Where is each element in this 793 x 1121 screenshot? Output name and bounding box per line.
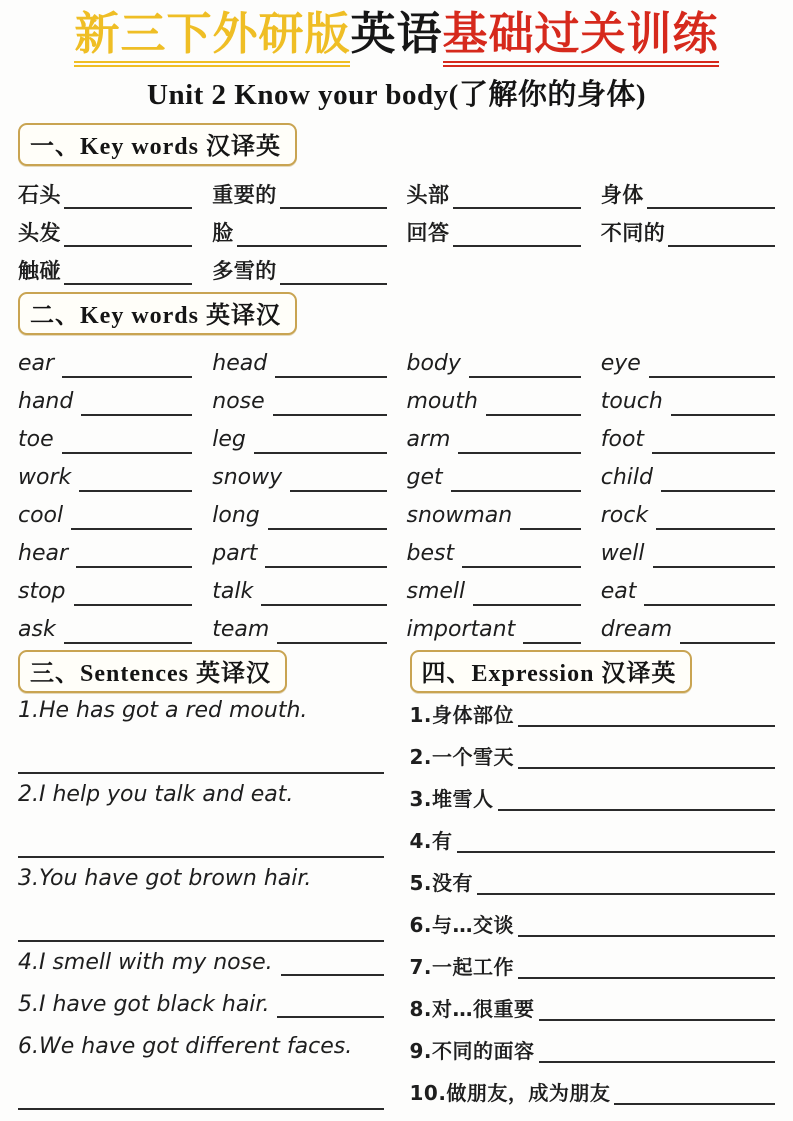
section4-items <box>410 690 776 1110</box>
word-item <box>18 247 192 285</box>
word-label: 重要的 <box>212 182 277 207</box>
expression-item <box>410 816 776 858</box>
word-item <box>601 606 775 644</box>
word-label: 触碰 <box>18 258 61 283</box>
answer-blank <box>62 368 192 378</box>
answer-blank <box>477 886 775 895</box>
word-item <box>601 454 775 492</box>
answer-blank <box>473 596 581 606</box>
word-label: body <box>406 350 461 376</box>
word-label: snowy <box>212 464 283 490</box>
word-item <box>601 378 775 416</box>
word-item <box>212 454 386 492</box>
word-label: 回答 <box>406 220 450 245</box>
sentence-text: 6.We have got different faces. <box>18 1034 353 1059</box>
bottom-columns <box>18 650 775 1110</box>
answer-blank <box>652 444 775 454</box>
word-label: long <box>212 502 260 528</box>
expression-item <box>410 942 776 984</box>
word-item <box>18 340 192 378</box>
word-item <box>212 492 386 530</box>
worksheet-title <box>18 10 775 67</box>
expression-item <box>410 732 776 774</box>
word-item <box>212 606 386 644</box>
section4-column <box>410 650 776 1110</box>
word-label: hear <box>18 540 69 566</box>
expression-label: 7.一起工作 <box>409 954 515 979</box>
answer-blank <box>453 237 581 247</box>
word-item <box>212 378 386 416</box>
word-label: well <box>600 540 645 566</box>
word-item <box>212 530 386 568</box>
answer-blank <box>518 970 775 979</box>
answer-blank <box>254 444 387 454</box>
word-label: best <box>406 540 455 566</box>
answer-blank <box>76 558 192 568</box>
word-label: eat <box>600 578 637 604</box>
word-item <box>601 209 775 247</box>
word-label: eye <box>600 350 641 376</box>
word-item <box>212 416 386 454</box>
word-item <box>407 568 581 606</box>
sentence-text: 2.I help you talk and eat. <box>18 782 294 807</box>
word-item <box>18 378 192 416</box>
expression-label: 10.做朋友，成为朋友 <box>409 1080 611 1105</box>
word-label: 头发 <box>18 220 61 245</box>
answer-blank <box>653 558 775 568</box>
answer-blank <box>469 368 581 378</box>
answer-blank <box>680 634 775 644</box>
expression-label: 3.堆雪人 <box>409 786 494 811</box>
expression-item <box>410 1026 776 1068</box>
word-label: ask <box>18 616 56 642</box>
word-label: leg <box>212 426 246 452</box>
answer-blank <box>649 368 775 378</box>
answer-blank <box>74 596 193 606</box>
expression-item <box>410 858 776 900</box>
word-item <box>212 340 386 378</box>
word-label: child <box>600 464 653 490</box>
word-label: smell <box>406 578 466 604</box>
answer-blank <box>523 634 581 644</box>
answer-blank <box>290 482 386 492</box>
word-label: touch <box>600 388 663 414</box>
expression-label: 9.不同的面容 <box>409 1038 535 1063</box>
answer-blank <box>268 520 387 530</box>
word-label: snowman <box>406 502 513 528</box>
section2-grid <box>18 340 775 644</box>
sentence-text: 4.I smell with my nose. <box>18 950 273 975</box>
word-item <box>18 530 192 568</box>
word-item <box>407 606 581 644</box>
answer-blank <box>457 844 775 853</box>
expression-item <box>410 690 776 732</box>
word-label: rock <box>600 502 649 528</box>
expression-item <box>410 900 776 942</box>
section2-heading: 二、Key words 英译汉 <box>18 292 297 335</box>
word-label: stop <box>18 578 66 604</box>
word-item <box>601 340 775 378</box>
word-label: talk <box>212 578 254 604</box>
title-segment-red: 基础过关训练 <box>443 10 719 67</box>
sentence-text: 1.He has got a red mouth. <box>18 698 308 723</box>
answer-blank <box>458 444 580 454</box>
word-item <box>407 209 581 247</box>
word-item <box>601 416 775 454</box>
word-item <box>407 416 581 454</box>
answer-blank <box>277 634 386 644</box>
answer-blank <box>520 520 581 530</box>
answer-blank <box>261 596 386 606</box>
answer-blank <box>275 368 386 378</box>
expression-label: 2.一个雪天 <box>409 744 515 769</box>
expression-item <box>410 984 776 1026</box>
word-item <box>18 171 192 209</box>
expression-label: 8.对…很重要 <box>409 996 535 1021</box>
answer-blank <box>265 558 386 568</box>
answer-blank <box>671 406 775 416</box>
word-item <box>18 606 192 644</box>
answer-blank <box>644 596 775 606</box>
word-label: work <box>18 464 72 490</box>
word-label: dream <box>600 616 673 642</box>
word-label: 石头 <box>18 182 61 207</box>
answer-blank <box>277 1006 383 1018</box>
sentence-item <box>18 858 384 900</box>
word-label: get <box>406 464 443 490</box>
answer-blank <box>661 482 775 492</box>
answer-blank <box>237 237 387 247</box>
word-item <box>407 378 581 416</box>
answer-blank <box>656 520 775 530</box>
answer-blank <box>518 760 775 769</box>
section3-column <box>18 650 384 1110</box>
word-item <box>407 530 581 568</box>
answer-blank <box>64 634 193 644</box>
sentence-item <box>18 1026 384 1068</box>
word-item <box>601 492 775 530</box>
section4-heading: 四、Expression 汉译英 <box>410 650 693 693</box>
section1-heading: 一、Key words 汉译英 <box>18 123 297 166</box>
answer-line <box>18 732 384 774</box>
answer-blank <box>64 275 192 285</box>
answer-blank <box>668 237 775 247</box>
sentence-item <box>18 774 384 816</box>
answer-blank <box>71 520 192 530</box>
sentence-item <box>18 984 384 1026</box>
word-item <box>407 492 581 530</box>
answer-blank <box>539 1054 775 1063</box>
word-label: arm <box>406 426 451 452</box>
word-label: ear <box>18 350 55 376</box>
answer-blank <box>64 237 192 247</box>
word-label: head <box>212 350 268 376</box>
expression-label: 4.有 <box>409 828 453 853</box>
answer-blank <box>462 558 581 568</box>
word-item <box>212 171 386 209</box>
answer-blank <box>539 1012 775 1021</box>
word-item <box>212 568 386 606</box>
answer-line <box>18 1068 384 1110</box>
answer-blank <box>453 199 581 209</box>
word-item <box>18 568 192 606</box>
section3-heading: 三、Sentences 英译汉 <box>18 650 287 693</box>
word-label: foot <box>600 426 645 452</box>
title-segment-gold: 新三下外研版 <box>74 10 350 67</box>
word-label: team <box>212 616 270 642</box>
sentence-item <box>18 942 384 984</box>
word-label: mouth <box>406 388 478 414</box>
unit-subtitle: Unit 2 Know your body(了解你的身体) <box>147 78 646 111</box>
word-item <box>18 416 192 454</box>
answer-blank <box>614 1096 775 1105</box>
answer-line <box>18 816 384 858</box>
word-item <box>601 530 775 568</box>
word-label: part <box>212 540 258 566</box>
word-label: toe <box>18 426 54 452</box>
word-item <box>212 247 386 285</box>
word-label: 头部 <box>406 182 450 207</box>
section1-grid <box>18 171 775 285</box>
word-label: hand <box>18 388 74 414</box>
answer-blank <box>273 406 387 416</box>
word-item <box>601 171 775 209</box>
word-item <box>407 454 581 492</box>
word-label: 多雪的 <box>212 258 277 283</box>
answer-blank <box>81 406 192 416</box>
sentence-text: 3.You have got brown hair. <box>18 866 312 891</box>
word-label: 脸 <box>212 220 234 245</box>
word-label: 身体 <box>600 182 644 207</box>
word-label: important <box>406 616 516 642</box>
expression-label: 1.身体部位 <box>409 702 515 727</box>
word-item <box>18 454 192 492</box>
answer-blank <box>62 444 193 454</box>
answer-blank <box>280 199 387 209</box>
title-segment-black: 英语 <box>350 9 443 59</box>
answer-blank <box>518 718 775 727</box>
expression-item <box>410 1068 776 1110</box>
sentence-text: 5.I have got black hair. <box>18 992 270 1017</box>
expression-item <box>410 774 776 816</box>
expression-label: 6.与…交谈 <box>409 912 515 937</box>
answer-line <box>18 900 384 942</box>
answer-blank <box>281 964 384 976</box>
word-label: nose <box>212 388 265 414</box>
word-label: 不同的 <box>600 220 666 245</box>
word-item <box>18 492 192 530</box>
word-item <box>18 209 192 247</box>
word-item <box>407 171 581 209</box>
word-label: cool <box>18 502 64 528</box>
answer-blank <box>647 199 775 209</box>
answer-blank <box>451 482 581 492</box>
answer-blank <box>498 802 775 811</box>
expression-label: 5.没有 <box>409 870 474 895</box>
answer-blank <box>79 482 192 492</box>
word-item <box>407 340 581 378</box>
answer-blank <box>280 275 387 285</box>
section3-items <box>18 690 384 1110</box>
answer-blank <box>518 928 775 937</box>
answer-blank <box>486 406 581 416</box>
word-item <box>601 568 775 606</box>
word-item <box>212 209 386 247</box>
sentence-item <box>18 690 384 732</box>
answer-blank <box>64 199 192 209</box>
